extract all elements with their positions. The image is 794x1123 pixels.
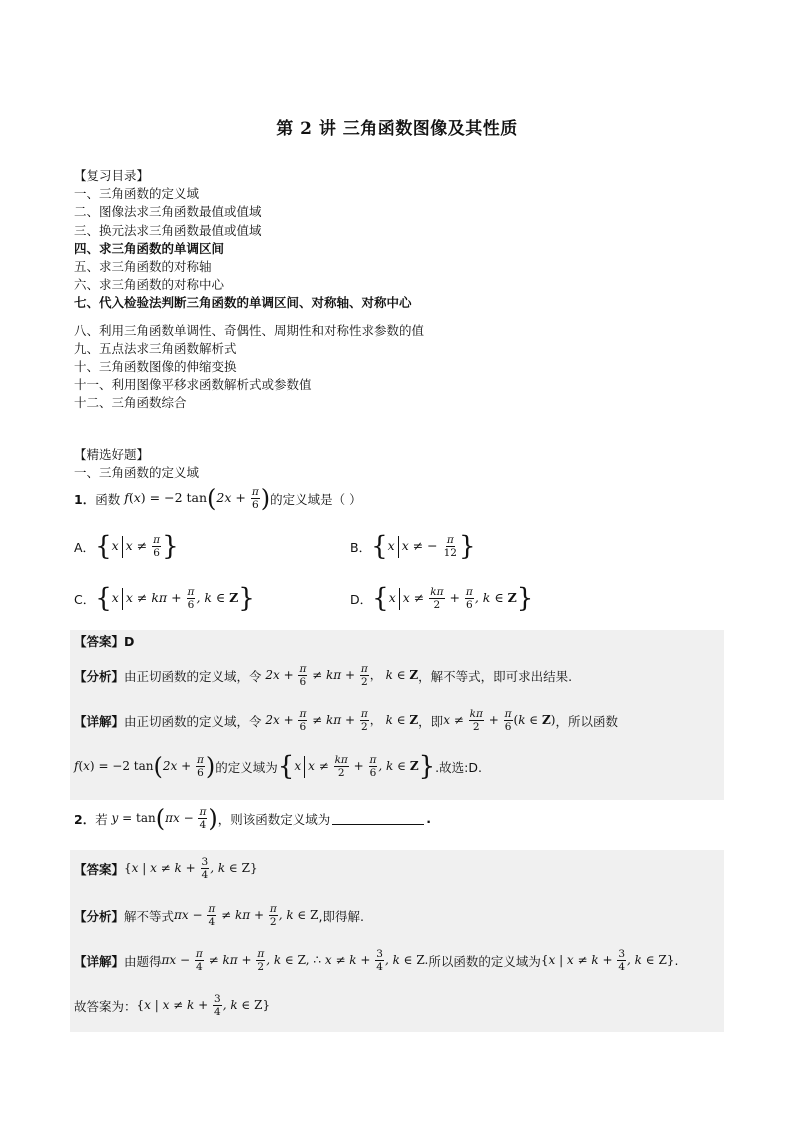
section-heading: 一、三角函数的定义域 (74, 465, 200, 480)
toc-item: 八、利用三角函数单调性、奇偶性、周期性和对称性求参数的值 (74, 322, 425, 338)
q2-answer: 【答案】 {x | x ≠ k + $\frac{3}{4}$ , k ∈ Z} (74, 856, 258, 881)
page-title: 第 2 讲 三角函数图像及其性质 (276, 119, 518, 139)
q2-analysis: 【分析】 解不等式 πx − $\frac{\pi}{4}$ ≠ kπ + $\frac{\pi}{2}$ , k ∈ Z ,即得解. (74, 903, 364, 928)
option-b: B． {x x ≠ − $\frac{\pi}{12}$ } (350, 531, 476, 562)
q2-final: 故答案为： {x | x ≠ k + $\frac{3}{4}$ , k ∈ Z} (74, 993, 271, 1018)
toc-item: 七、代入检验法判断三角函数的单调区间、对称轴、对称中心 (74, 295, 412, 311)
toc-item: 十、三角函数图像的伸缩变换 (74, 358, 237, 374)
toc-item: 十一、利用图像平移求函数解析式或参数值 (74, 377, 312, 393)
formula: y = tan(πx − $\frac{\pi}{4}$ ) (107, 804, 218, 833)
toc-item: 二、图像法求三角函数最值或值域 (74, 204, 262, 220)
review-toc (74, 167, 424, 412)
toc-item: 三、换元法求三角函数最值或值域 (74, 222, 262, 238)
review-header: 【复习目录】 (74, 168, 150, 183)
answer-blank (332, 812, 424, 825)
q1-answer: 【答案】 D (74, 633, 135, 649)
q1-detail: 【详解】 由正切函数的定义域，令 2x + $\frac{\pi}{6}$ ≠ kπ + $\frac{\pi}{2}$ ， k ∈ Z ，即 x ≠ $\frac{k\pi}{2}$ + $\frac{\pi}{6}$ (k ∈ Z) ，所以函数 (74, 708, 618, 733)
question-number: 1． (74, 491, 96, 507)
option-d: D． {x x ≠ $\frac{k\pi}{2}$ + $\frac{\pi}{6}$ , k ∈ Z} (350, 583, 534, 614)
question-1: 1． 函数 f(x) = −2 tan(2x + $\frac{\pi}{6}$ ) 的定义域是（ ） (74, 484, 362, 513)
selected-header: 【精选好题】 (74, 447, 150, 462)
toc-item: 五、求三角函数的对称轴 (74, 258, 212, 274)
toc-item: 十二、三角函数综合 (74, 395, 187, 411)
option-c: C． {x x ≠ kπ + $\frac{\pi}{6}$ , k ∈ Z} (74, 583, 255, 614)
formula: f(x) = −2 tan(2x + $\frac{\pi}{6}$ ) (120, 484, 271, 513)
question-2: 2． 若 y = tan(πx − $\frac{\pi}{4}$ ) ，则该函数定义域为 . (74, 804, 431, 833)
question-number: 2． (74, 811, 96, 827)
toc-item: 四、求三角函数的单调区间 (74, 240, 225, 256)
q2-detail: 【详解】 由题得 πx − $\frac{\pi}{4}$ ≠ kπ + $\frac{\pi}{2}$ , k ∈ Z, ∴ x ≠ k + $\frac{3}{4}$ , k ∈ Z. 所以函数的定义域为 {x | x ≠ k + $\frac{3}{4}$ , k ∈ Z} . (74, 948, 679, 973)
toc-item: 六、求三角函数的对称中心 (74, 277, 225, 293)
toc-item: 一、三角函数的定义域 (74, 186, 200, 202)
q1-analysis: 【分析】 由正切函数的定义域，令 2x + $\frac{\pi}{6}$ ≠ kπ + $\frac{\pi}{2}$ ， k ∈ Z ，解不等式，即可求出结果. (74, 663, 573, 688)
option-a: A． {x x ≠ $\frac{\pi}{6}$ } (74, 531, 179, 562)
q1-detail-continued: f(x) = −2 tan(2x + $\frac{\pi}{6}$ ) 的定义域为 {x x ≠ $\frac{k\pi}{2}$ + $\frac{\pi}{6}$ , k ∈ Z} .故选:D. (74, 751, 482, 782)
toc-item: 九、五点法求三角函数解析式 (74, 340, 237, 356)
